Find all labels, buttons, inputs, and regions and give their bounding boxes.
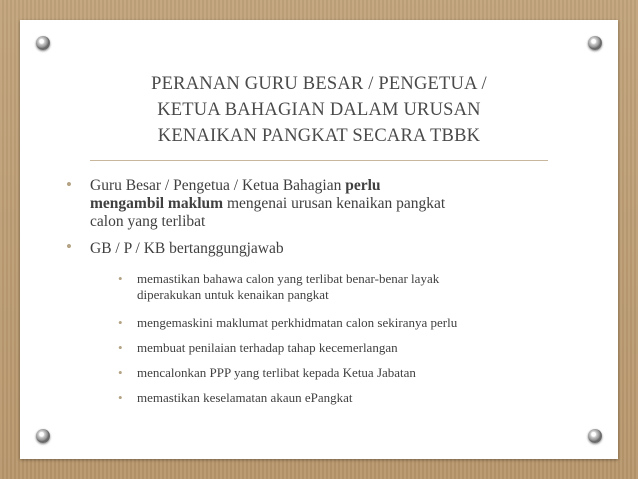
bullet-icon: • bbox=[66, 237, 72, 256]
bullet-1-bold-2: mengambil maklum bbox=[90, 195, 224, 212]
bullet-1-line-2-rest: mengenai urusan kenaikan pangkat bbox=[223, 195, 446, 212]
title-line-2: KETUA BAHAGIAN DALAM URUSAN bbox=[157, 100, 481, 120]
sub-bullet-4: mencalonkan PPP yang terlibat kepada Ketua Jabatan bbox=[137, 365, 416, 380]
sub-bullet-icon: • bbox=[118, 390, 123, 405]
bullet-1-line-3: calon yang terlibat bbox=[90, 213, 206, 230]
bullet-1-bold-1: perlu bbox=[345, 177, 381, 194]
bullet-1-line-2 bbox=[90, 195, 445, 213]
title-line-3: KENAIKAN PANGKAT SECARA TBBK bbox=[157, 126, 481, 146]
bullet-1-line-1 bbox=[90, 177, 381, 195]
sub-bullet-icon: • bbox=[118, 271, 123, 286]
bullet-1-prefix: Guru Besar / Pengetua / Ketua Bahagian bbox=[90, 177, 346, 194]
sub-bullet-2: mengemaskini maklumat perkhidmatan calon sekiranya perlu bbox=[137, 315, 458, 330]
sub-bullet-3: membuat penilaian terhadap tahap kecemerlangan bbox=[137, 340, 398, 355]
title-line-1: PERANAN GURU BESAR / PENGETUA / bbox=[151, 74, 487, 94]
sub-bullet-icon: • bbox=[118, 315, 123, 330]
bullet-2-text: GB / P / KB bertanggungjawab bbox=[90, 240, 284, 257]
sub-bullet-1-line-2: diperakukan untuk kenaikan pangkat bbox=[137, 287, 329, 302]
sub-bullet-icon: • bbox=[118, 340, 123, 355]
sub-bullet-1-line-1: memastikan bahawa calon yang terlibat benar-benar layak bbox=[137, 271, 440, 286]
sub-bullet-icon: • bbox=[118, 365, 123, 380]
sub-bullet-5: memastikan keselamatan akaun ePangkat bbox=[137, 390, 353, 405]
bullet-icon: • bbox=[66, 175, 72, 194]
